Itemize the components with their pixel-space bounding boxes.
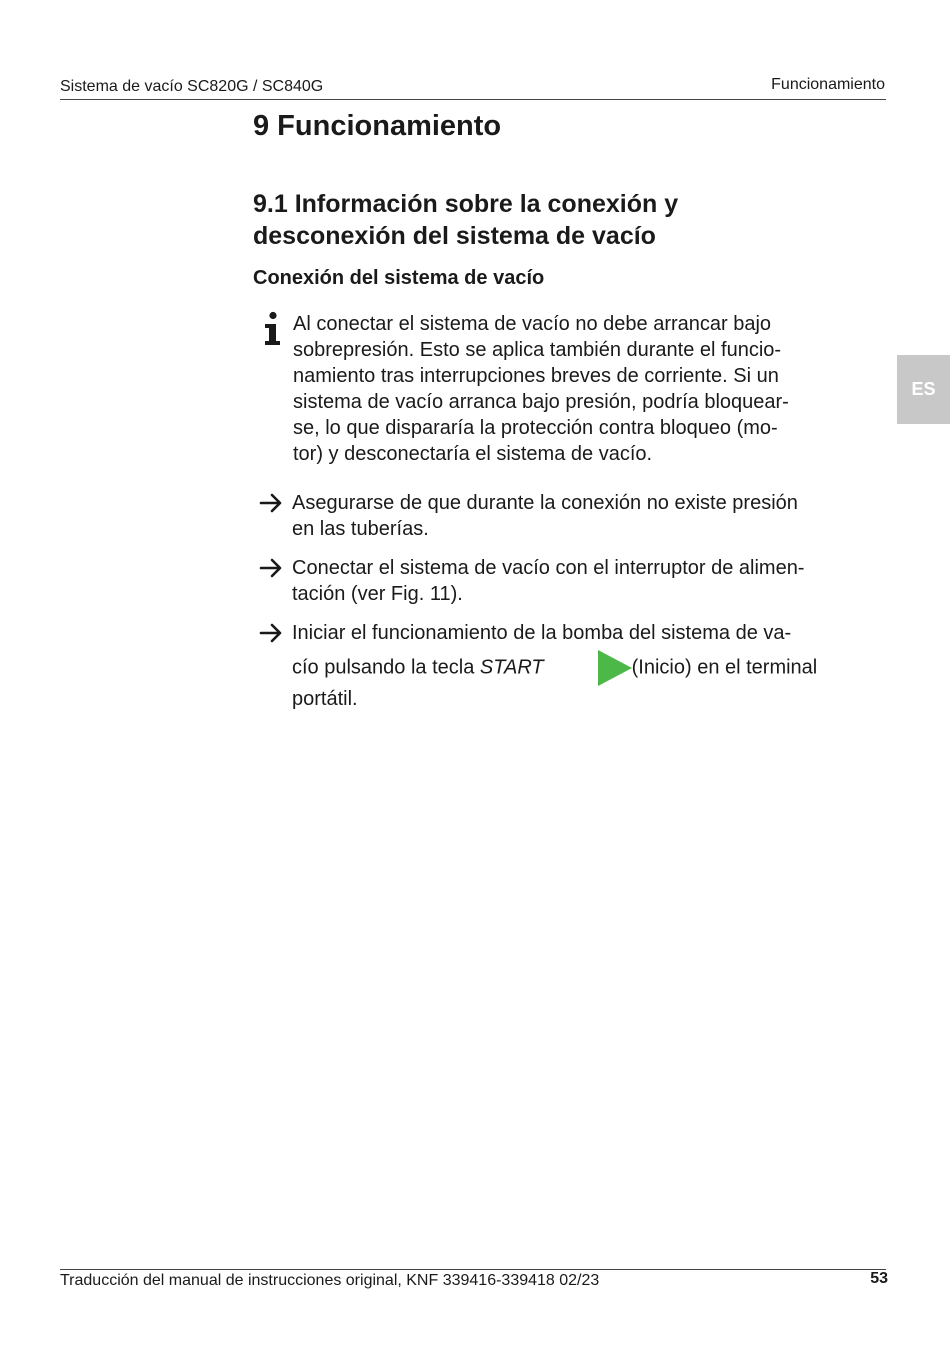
- step-1: [259, 490, 879, 542]
- info-note-line: se, lo que dispararía la protección contra bloqueo (mo-: [293, 417, 778, 439]
- arrow-right-icon: [259, 492, 285, 514]
- footer-rule: [60, 1269, 886, 1270]
- step-line: portátil.: [292, 688, 358, 710]
- arrow-right-icon: [259, 557, 285, 579]
- step-text: cío pulsando la tecla: [292, 656, 480, 679]
- step-line: Asegurarse de que durante la conexión no existe presión: [292, 492, 798, 514]
- info-note-line: Al conectar el sistema de vacío no debe arrancar bajo: [293, 313, 772, 335]
- section-title-line: 9.1 Información sobre la conexión y: [253, 190, 679, 218]
- info-icon: [262, 311, 284, 347]
- page-number: 53: [870, 1270, 888, 1287]
- section-title-line: desconexión del sistema de vacío: [253, 222, 656, 250]
- header-rule: [60, 99, 886, 100]
- info-note-line: namiento tras interrupciones breves de corriente. Si un: [293, 365, 779, 387]
- running-header-right: Funcionamiento: [771, 76, 885, 93]
- start-key-label: START: [479, 656, 544, 679]
- step-line: Iniciar el funcionamiento de la bomba del sistema de va-: [292, 622, 792, 644]
- running-header-left: Sistema de vacío SC820G / SC840G: [60, 78, 324, 95]
- info-note-text: [293, 311, 868, 467]
- info-note-line: sistema de vacío arranca bajo presión, podría bloquear-: [293, 391, 789, 413]
- step-line: [292, 650, 879, 686]
- play-icon: [598, 650, 632, 686]
- language-tab: ES: [897, 355, 950, 424]
- info-note-line: tor) y desconectaría el sistema de vacío.: [293, 443, 653, 465]
- arrow-right-icon: [259, 622, 285, 644]
- step-line: tación (ver Fig. 11).: [292, 583, 463, 605]
- section-title: [253, 188, 813, 252]
- step-line: en las tuberías.: [292, 518, 429, 540]
- chapter-title: 9 Funcionamiento: [253, 110, 502, 142]
- step-3: [259, 620, 879, 712]
- step-text: (Inicio) en el terminal: [631, 656, 818, 679]
- info-note-line: sobrepresión. Esto se aplica también durante el funcio-: [293, 339, 782, 361]
- subsection-title: Conexión del sistema de vacío: [253, 267, 545, 289]
- step-2: [259, 555, 879, 607]
- footer-text: Traducción del manual de instrucciones original, KNF 339416-339418 02/23: [60, 1272, 600, 1289]
- step-line: Conectar el sistema de vacío con el interruptor de alimen-: [292, 557, 805, 579]
